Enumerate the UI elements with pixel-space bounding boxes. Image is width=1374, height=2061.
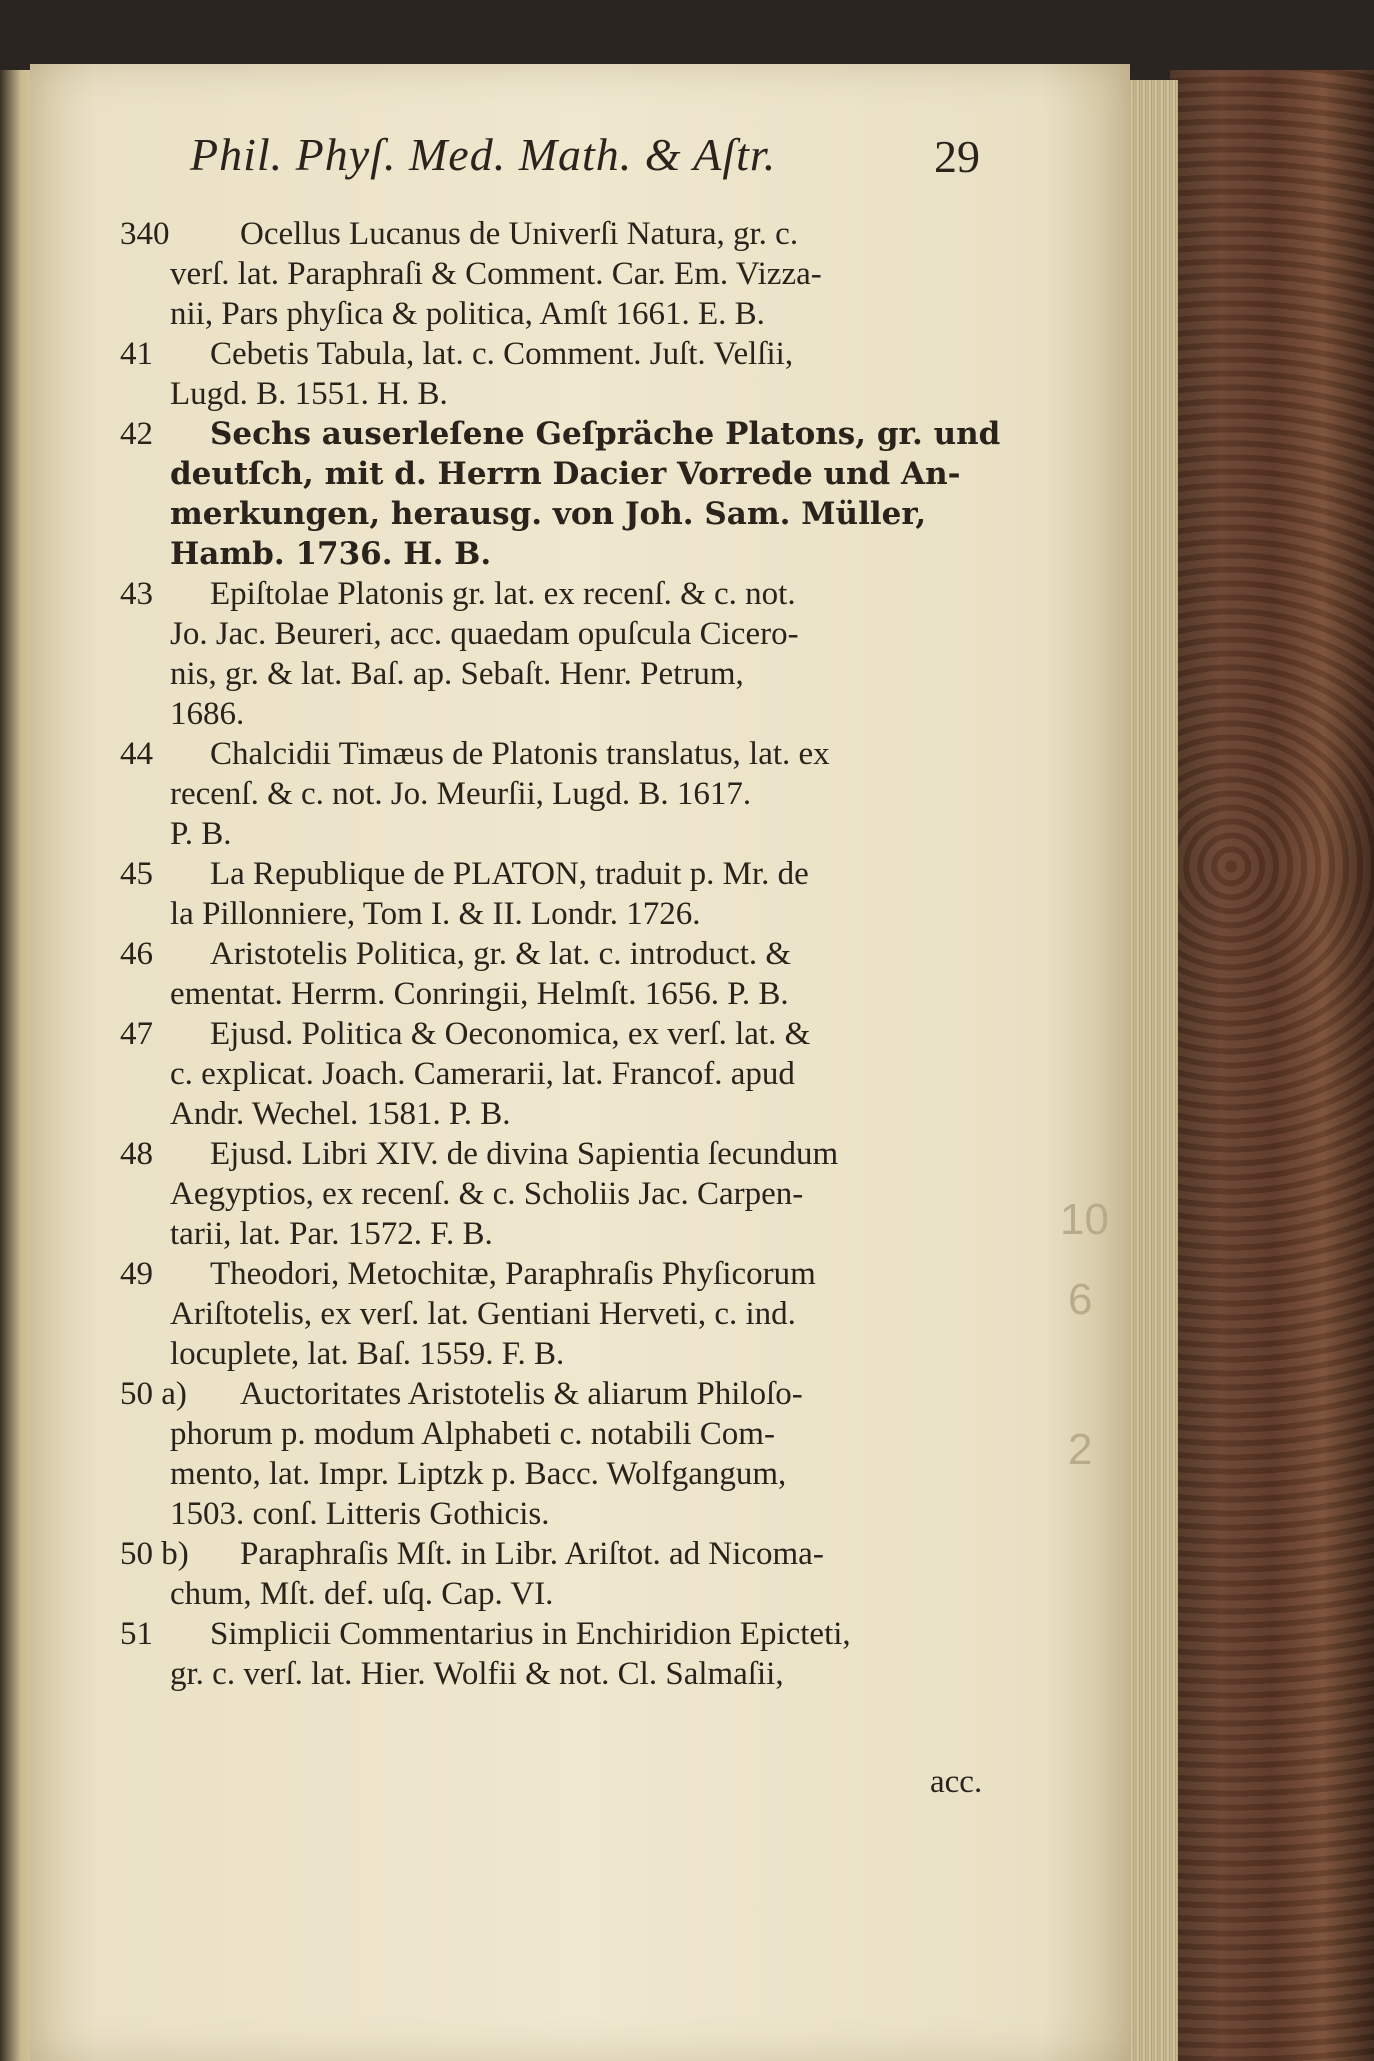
catalog-entry [120,1614,1000,1694]
entry-line: locuplete, lat. Baſ. 1559. F. B. [170,1336,565,1372]
catalog-entry [120,1254,1000,1374]
catalog-entry [120,1014,1000,1134]
entry-line: tarii, lat. Par. 1572. F. B. [170,1216,493,1252]
entry-line: merkungen, herausg. von Joh. Sam. Müller, [170,496,927,532]
entry-line: verſ. lat. Paraphraſi & Comment. Car. Em. Vizza- [170,256,822,292]
entry-number: 41 [120,336,153,372]
entry-line: Auctoritates Aristotelis & aliarum Philoſo- [240,1376,803,1412]
header-title: Phil. Phyſ. Med. Math. & Aſtr. [190,129,777,180]
entry-number: 46 [120,936,153,972]
entry-line: deutſch, mit d. Herrn Dacier Vorrede und An- [170,456,961,492]
entry-line: recenſ. & c. not. Jo. Meurſii, Lugd. B. 1617. [170,776,752,812]
pencil-note-1: 10 [1060,1195,1109,1244]
entry-number: 47 [120,1016,153,1052]
catalog-entry [120,414,1000,574]
entry-number: 43 [120,576,153,612]
entry-line: Ejusd. Politica & Oeconomica, ex verſ. lat. & [210,1016,811,1052]
entry-line: ementat. Herrm. Conringii, Helmſt. 1656. P. B. [170,976,789,1012]
entry-line: Jo. Jac. Beureri, acc. quaedam opuſcula Cicero- [170,616,799,652]
book-cover [1170,70,1374,2061]
catalog-entry [120,734,1000,854]
entry-number: 49 [120,1256,153,1292]
catalog-entry [120,1134,1000,1254]
catalog-entry [120,574,1000,734]
entry-line: Sechs auserleſene Geſpräche Platons, gr. und [210,416,1000,452]
entry-line: Andr. Wechel. 1581. P. B. [170,1096,511,1132]
pencil-note-3: 2 [1068,1425,1093,1474]
entry-line: la Pillonniere, Tom I. & II. Londr. 1726. [170,896,701,932]
entry-line: Ariſtotelis, ex verſ. lat. Gentiani Herveti, c. ind. [170,1296,796,1332]
catchword: acc. [930,1764,983,1800]
entry-line: Epiſtolae Platonis gr. lat. ex recenſ. & c. not. [210,576,796,612]
entry-line: Paraphraſis Mſt. in Libr. Ariſtot. ad Nicoma- [240,1536,824,1572]
entry-number: 48 [120,1136,153,1172]
entry-line: Theodori, Metochitæ, Paraphraſis Phyſicorum [210,1256,816,1292]
entry-line: phorum p. modum Alphabeti c. notabili Com- [170,1416,775,1452]
entry-number: 42 [120,416,153,452]
catalog-entry [120,934,1000,1014]
entry-number: 340 [120,216,170,252]
running-header [190,128,980,188]
pencil-note-2: 6 [1068,1275,1093,1324]
catalog-entry [120,854,1000,934]
entry-line: Aristotelis Politica, gr. & lat. c. introduct. & [210,936,792,972]
catalog-entry [120,1534,1000,1614]
entry-line: Simplicii Commentarius in Enchiridion Epicteti, [210,1616,851,1652]
catalog-entries [120,214,1000,1694]
entry-line: Hamb. 1736. H. B. [170,536,492,572]
entry-line: Cebetis Tabula, lat. c. Comment. Juſt. Velſii, [210,336,794,372]
entry-line: mento, lat. Impr. Liptzk p. Bacc. Wolfgangum, [170,1456,787,1492]
entry-number: 50 b) [120,1536,189,1572]
entry-line: La Republique de PLATON, traduit p. Mr. de [210,856,809,892]
entry-number: 44 [120,736,153,772]
entry-number: 51 [120,1616,153,1652]
page-edges [1128,80,1178,2061]
entry-number: 45 [120,856,153,892]
entry-line: 1503. conſ. Litteris Gothicis. [170,1496,550,1532]
entry-line: nis, gr. & lat. Baſ. ap. Sebaſt. Henr. Petrum, [170,656,744,692]
entry-line: c. explicat. Joach. Camerarii, lat. Francof. apud [170,1056,795,1092]
page-number: 29 [934,131,980,182]
entry-line: Aegyptios, ex recenſ. & c. Scholiis Jac. Carpen- [170,1176,804,1212]
entry-line: Lugd. B. 1551. H. B. [170,376,448,412]
entry-line: Chalcidii Timæus de Platonis translatus, lat. ex [210,736,830,772]
entry-line: Ocellus Lucanus de Univerſi Natura, gr. c. [240,216,799,252]
entry-line: P. B. [170,816,232,852]
catalog-entry [120,1374,1000,1534]
entry-line: gr. c. verſ. lat. Hier. Wolfii & not. Cl. Salmaſii, [170,1656,784,1692]
entry-line: Ejusd. Libri XIV. de divina Sapientia ſecundum [210,1136,839,1172]
entry-line: chum, Mſt. def. uſq. Cap. VI. [170,1576,554,1612]
entry-line: 1686. [170,696,245,732]
catalog-entry [120,334,1000,414]
entry-number: 50 a) [120,1376,187,1412]
catalog-entry [120,214,1000,334]
entry-line: nii, Pars phyſica & politica, Amſt 1661. E. B. [170,296,765,332]
